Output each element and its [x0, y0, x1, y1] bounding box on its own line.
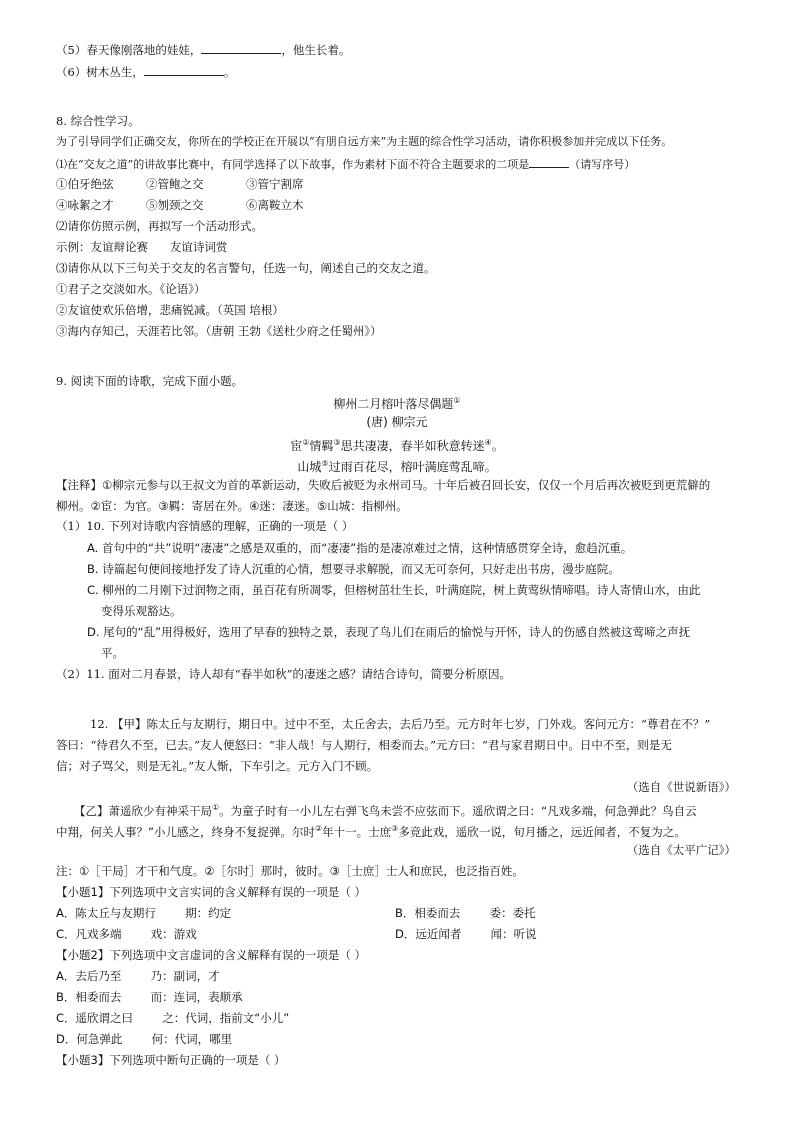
q10-option-d-cont: 平。 — [101, 646, 124, 660]
subq2-option-a[interactable]: A．去后乃至 乃：副词，才 — [56, 969, 220, 983]
poem-title — [0, 393, 794, 412]
q12-yi-line-2-c: 多竞此戏，遥欣一说，旬月播之，远近闻者，不复为之。 — [398, 824, 686, 839]
q10-option-a[interactable]: A. 首句中的“共”说明“凄凄”之感是双重的，而“凄凄”指的是凄凉难过之情，这种情感贯穿全诗，愈趋沉重。 — [87, 541, 633, 555]
q10-option-c-cont: 变得乐观豁达。 — [101, 604, 182, 618]
poem-line-1-fn2: ③ — [333, 438, 341, 447]
q12-jia-line-1: 12. 【甲】陈太丘与友期行，期日中。过中不至，太丘舍去，去后乃至。元方时年七岁，门外戏。客问元方：“尊君在不？” — [90, 717, 711, 731]
poem-line-1 — [0, 435, 794, 454]
q9-title: 9. 阅读下面的诗歌，完成下面小题。 — [56, 374, 244, 388]
q8-sub1-blank[interactable] — [529, 155, 569, 168]
q12-jia-line-2: 答曰：“待君久不至，已去。”友人便怒曰：“非人哉！与人期行，相委而去。”元方曰：“君与家君期日中。日中不至，则是无 — [56, 738, 672, 752]
q8-option-4: ④咏絮之才 — [56, 198, 114, 212]
q7-item-5 — [56, 41, 350, 58]
q9-note-line-1: 【注释】①柳宗元参与以王叔文为首的革新运动，失败后被贬为永州司马。十年后被召回长安，仅仅一个月后再次被贬到更荒僻的 — [56, 478, 711, 492]
q10-stem: （1）10. 下列对诗歌内容情感的理解，正确的一项是（ ） — [56, 519, 354, 533]
q11-stem: （2）11. 面对二月春景，诗人却有“春半如秋”的凄迷之感？请结合诗句，简要分析原因。 — [56, 667, 512, 681]
q8-option-6: ⑥离鞍立木 — [246, 198, 304, 212]
poem-line-2-fn: ⑤ — [321, 459, 329, 468]
q12-yi-line-1 — [74, 800, 697, 819]
subq2-option-b[interactable]: B．相委而去 而：连词，表顺承 — [56, 990, 243, 1004]
q12-yi-line-2-b: 年十一。士庶 — [322, 824, 392, 839]
q12-jia-line-3: 信；对子骂父，则是无礼。”友人惭，下车引之。元方入门不顾。 — [56, 759, 379, 773]
q8-option-2: ②管鲍之交 — [146, 177, 204, 191]
poem-line-1-a: 宦 — [290, 439, 303, 453]
q8-sub2: ⑵请你仿照示例，再拟写一个活动形式。 — [56, 219, 263, 233]
q12-yi-line-2 — [56, 821, 686, 840]
subq2-stem: 【小题2】下列选项中文言虚词的含义解释有误的一项是（ ） — [56, 948, 366, 962]
q12-yi-line-1-b: 。为童子时有一小儿左右弹飞鸟未尝不应弦而下。遥欣谓之曰：“凡戏多端，何急弹此？鸟自云 — [219, 803, 697, 818]
poem-line-2-a: 山城 — [297, 460, 322, 474]
q10-option-b[interactable]: B. 诗篇起句便间接地抒发了诗人沉重的心情，想要寻求解脱，而又无可奈何，只好走出书房，漫步庭院。 — [87, 562, 620, 576]
q7-item-5-blank[interactable] — [201, 41, 281, 54]
q12-source-2: （选自《太平广记》） — [626, 843, 736, 857]
q8-example: 示例：友谊辩论赛 友谊诗词赏 — [56, 240, 228, 254]
q12-notes: 注：①［干局］才干和气度。②［尔时］那时，彼时。③［士庶］士人和庶民，也泛指百姓。 — [56, 864, 524, 878]
q12-yi-fn1: ① — [212, 803, 220, 812]
subq1-option-d[interactable]: D．远近闻者 闻：听说 — [395, 927, 537, 941]
q8-sub1-suffix: （请写序号） — [569, 158, 636, 171]
subq1-option-a[interactable]: A．陈太丘与友期行 期：约定 — [56, 906, 232, 920]
q8-sub1 — [56, 155, 635, 173]
poem-title-footnote: ① — [453, 396, 461, 405]
subq2-option-c[interactable]: C．遥欣谓之曰 之：代词，指前文“小儿” — [56, 1011, 290, 1025]
q12-yi-line-1-a: 【乙】萧遥欣少有神采干局 — [74, 803, 212, 818]
q8-sub3: ⑶请你从以下三句关于交友的名言警句，任选一句，阐述自己的交友之道。 — [56, 261, 436, 275]
poem-line-1-fn3: ④ — [484, 438, 492, 447]
subq1-option-c[interactable]: C．凡戏多端 戏：游戏 — [56, 927, 197, 941]
q10-option-c[interactable]: C. 柳州的二月刚下过润物之雨，虽百花有所凋零，但榕树茁壮生长，叶满庭院，树上黄莺纵情啼唱。诗人寄情山水，由此 — [87, 583, 701, 597]
q8-intro: 为了引导同学们正确交友，你所在的学校正在开展以“有朋自远方来”为主题的综合性学习活动，请你积极参加并完成以下任务。 — [56, 135, 673, 148]
q7-item-5-prefix: （5）春天像刚落地的娃娃， — [56, 43, 202, 57]
q10-option-d[interactable]: D. 尾句的“乱”用得极好，选用了早春的独特之景，表现了鸟儿们在雨后的愉悦与开怀，诗人的伤感自然被这莺啼之声抚 — [87, 625, 691, 639]
q8-quote-1: ①君子之交淡如水。《论语》） — [56, 282, 206, 296]
poem-line-1-d: 。 — [491, 439, 504, 453]
poem-author: (唐) 柳宗元 — [366, 415, 428, 429]
poem-line-2-b: 过雨百花尽，榕叶满庭莺乱啼。 — [328, 460, 497, 474]
q8-title: 8. 综合性学习。 — [56, 114, 140, 128]
q12-yi-fn3: ③ — [391, 824, 399, 833]
q8-option-5: ⑤刎颈之交 — [146, 198, 204, 212]
q7-item-6 — [56, 63, 235, 80]
q7-item-6-suffix: 。 — [223, 65, 236, 79]
q12-yi-line-2-a: 中翔，何关人事？”小儿感之，终身不复捉弹。尔时 — [56, 824, 315, 839]
q12-source-1: （选自《世说新语》） — [626, 780, 736, 794]
q8-option-3: ③管宁割席 — [246, 177, 304, 191]
poem-line-1-fn1: ② — [302, 438, 310, 447]
q8-option-1: ①伯牙绝弦 — [56, 177, 114, 191]
subq2-option-d[interactable]: D．何急弹此 何：代词，哪里 — [56, 1032, 233, 1046]
q7-item-5-suffix: ，他生长着。 — [281, 43, 351, 57]
q7-item-6-blank[interactable] — [144, 63, 224, 76]
q7-item-6-prefix: （6）树木丛生， — [56, 65, 144, 79]
q9-note-line-2: 柳州。②宦：为官。③羁：寄居在外。④迷：凄迷。⑤山城：指柳州。 — [56, 499, 408, 513]
q8-sub1-text: ⑴在“交友之道”的讲故事比赛中，有同学选择了以下故事，作为素材下面不符合主题要求的二项是 — [56, 158, 530, 171]
q8-quote-3: ③海内存知己，天涯若比邻。（唐朝 王勃《送杜少府之任蜀州》） — [56, 324, 382, 338]
poem-line-1-b: 情羁 — [309, 439, 334, 453]
subq1-option-b[interactable]: B．相委而去 委：委托 — [395, 906, 536, 920]
q8-quote-2: ②友谊使欢乐倍增，悲痛锐减。（英国 培根） — [56, 303, 284, 317]
poem-title-text: 柳州二月榕叶落尽偶题 — [333, 397, 454, 411]
poem-line-2 — [0, 456, 794, 475]
subq3-stem: 【小题3】下列选项中断句正确的一项是（ ） — [56, 1053, 286, 1067]
q12-yi-fn2: ② — [314, 824, 323, 833]
subq1-stem: 【小题1】下列选项中文言实词的含义解释有误的一项是（ ） — [56, 885, 366, 899]
poem-line-1-c: 思共凄凄，春半如秋意转迷 — [340, 439, 485, 453]
